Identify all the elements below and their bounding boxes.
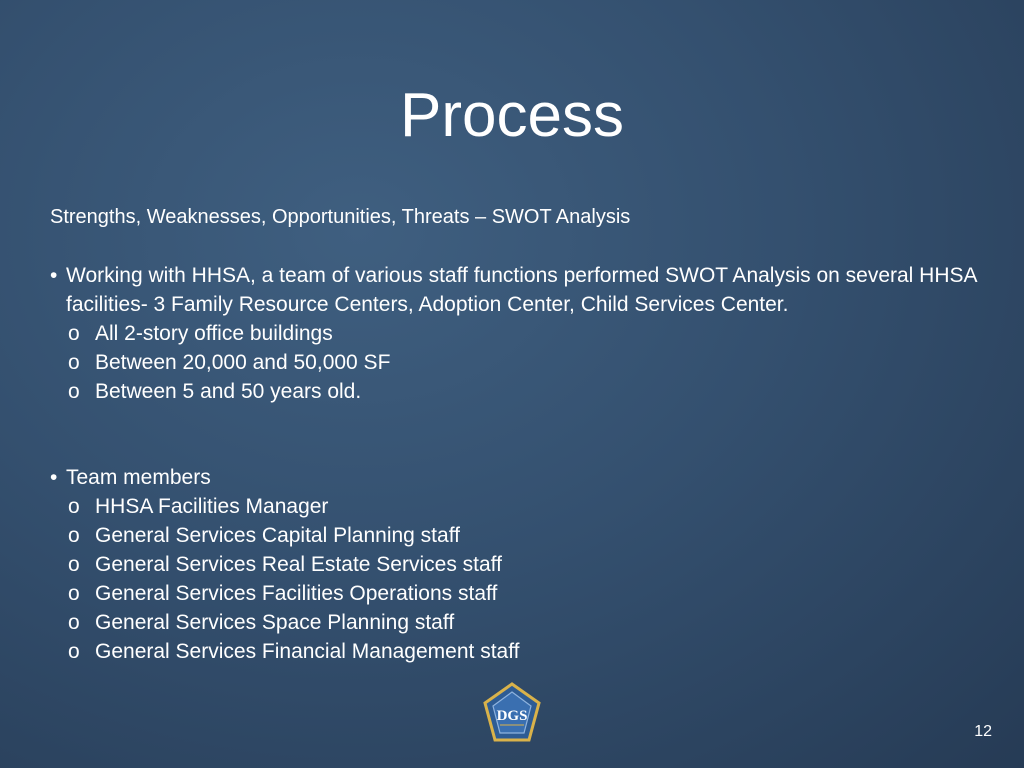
- sub-marker: o: [68, 380, 80, 403]
- dgs-seal-logo: [480, 682, 544, 744]
- dgs-seal-icon: [480, 682, 544, 744]
- page-number: 12: [974, 723, 992, 740]
- sub-list-item: [50, 348, 990, 377]
- slide-subtitle: Strengths, Weaknesses, Opportunities, Threats – SWOT Analysis: [50, 206, 631, 228]
- sub-list-item: [50, 608, 990, 637]
- sub-item-text: HHSA Facilities Manager: [95, 495, 329, 518]
- sub-list-item: [50, 521, 990, 550]
- sub-list-item: [50, 579, 990, 608]
- bullet-text: Team members: [66, 466, 211, 489]
- sub-item-text: General Services Financial Management staff: [95, 640, 520, 663]
- seal-text: DGS: [496, 708, 528, 724]
- sub-marker: o: [68, 495, 80, 518]
- sub-marker: o: [68, 640, 80, 663]
- bullet-text: Working with HHSA, a team of various staff functions performed SWOT Analysis on several HHSA facilities- 3 Family Resource Centers, Adoption Center, Child Services Center.: [66, 264, 977, 316]
- bullet-item: [50, 261, 990, 319]
- sub-item-text: All 2-story office buildings: [95, 322, 333, 345]
- sub-marker: o: [68, 322, 80, 345]
- sub-list-item: [50, 550, 990, 579]
- sub-item-text: Between 20,000 and 50,000 SF: [95, 351, 391, 374]
- bullet-marker: •: [50, 466, 58, 489]
- sub-list: [50, 319, 990, 406]
- sub-item-text: General Services Real Estate Services staff: [95, 553, 502, 576]
- sub-marker: o: [68, 611, 80, 634]
- sub-list-item: [50, 319, 990, 348]
- bullet-block-swot: [50, 261, 990, 406]
- sub-marker: o: [68, 351, 80, 374]
- bullet-marker: •: [50, 264, 58, 287]
- sub-item-text: General Services Facilities Operations staff: [95, 582, 498, 605]
- sub-list-item: [50, 377, 990, 406]
- sub-item-text: General Services Space Planning staff: [95, 611, 455, 634]
- sub-marker: o: [68, 524, 80, 547]
- sub-item-text: General Services Capital Planning staff: [95, 524, 460, 547]
- bullet-item: [50, 463, 990, 492]
- sub-marker: o: [68, 582, 80, 605]
- sub-marker: o: [68, 553, 80, 576]
- bullet-block-team: [50, 463, 990, 666]
- slide-title: Process: [400, 81, 624, 150]
- sub-list: [50, 492, 990, 666]
- sub-list-item: [50, 637, 990, 666]
- sub-item-text: Between 5 and 50 years old.: [95, 380, 362, 403]
- sub-list-item: [50, 492, 990, 521]
